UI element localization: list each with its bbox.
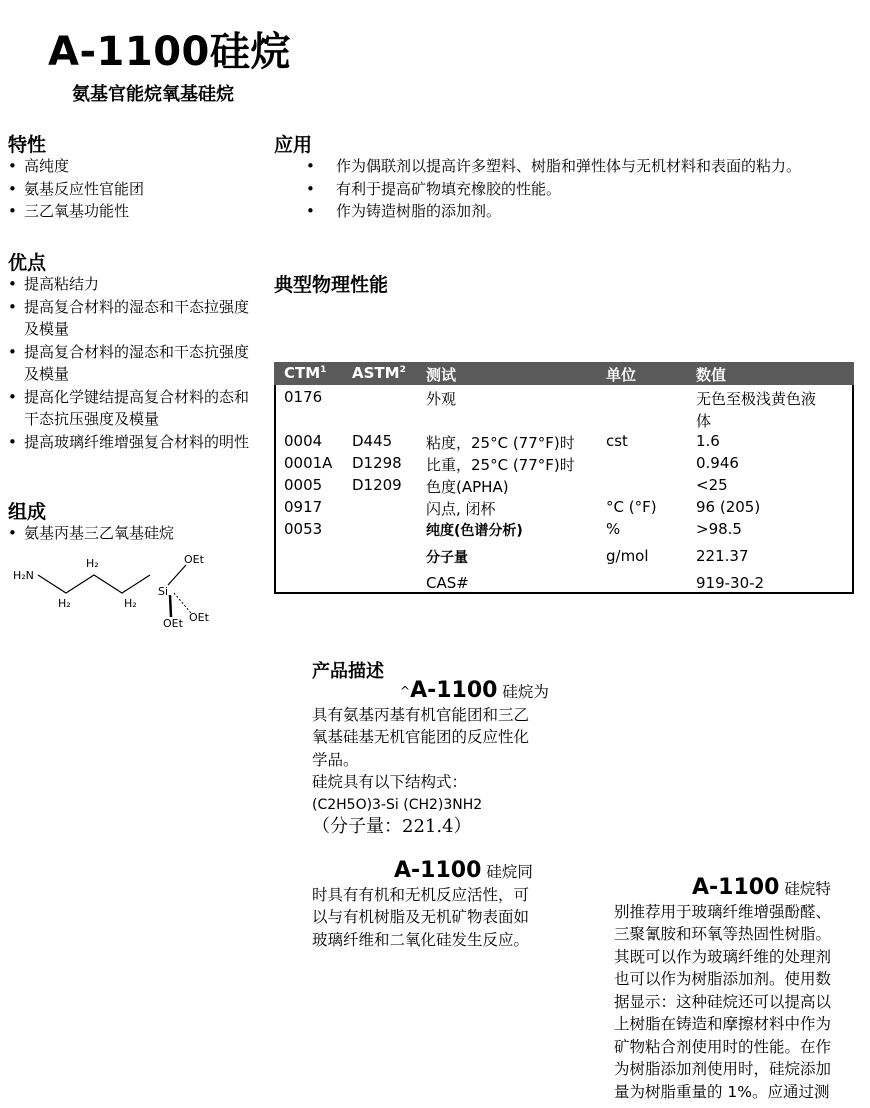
table-header <box>274 362 854 385</box>
description-paragraph-2: A-1100 硅烷同 时具有有机和无机反应活性，可 以与有机树脂及无机矿物表面如 玻璃纤维和二氧化硅发生反应。 <box>312 858 533 949</box>
list-item: • 提高化学键结提高复合材料的态和干态抗压强度及模量 <box>8 386 250 431</box>
properties-heading: 特性 <box>8 134 47 156</box>
structure-label: H₂N <box>13 569 34 582</box>
list-item: • 提高粘结力 <box>8 273 250 296</box>
structure-label: H₂ <box>124 597 137 610</box>
header-test: 测试 <box>426 366 457 384</box>
advantages-list <box>8 273 250 453</box>
description-paragraph-1: ^A-1100 硅烷为 具有氨基丙基有机官能团和三乙 氧基硅基无机官能团的反应性化 学品。 硅烷具有以下结构式： (C2H5O)3-Si (CH2)3NH2 （分子量：221.4） <box>312 678 549 837</box>
composition-heading: 组成 <box>8 501 47 523</box>
composition-list <box>8 522 258 545</box>
product-name: A-1100 <box>692 875 780 900</box>
properties-list <box>8 155 258 223</box>
product-name: A-1100 <box>394 858 482 883</box>
description-heading: 产品描述 <box>312 661 384 682</box>
list-item: • 提高玻璃纤维增强复合材料的明性 <box>8 431 250 454</box>
list-item: • 作为铸造树脂的添加剂。 <box>276 200 846 223</box>
list-item: • 作为偶联剂以提高许多塑料、树脂和弹性体与无机材料和表面的粘力。 <box>276 155 846 178</box>
advantages-heading: 优点 <box>8 252 47 274</box>
structure-diagram <box>8 545 223 635</box>
structure-label: OEt <box>189 611 209 624</box>
list-item: • 三乙氧基功能性 <box>8 200 258 223</box>
description-paragraph-3: A-1100 硅烷特 别推荐用于玻璃纤维增强酚醛、 三聚氰胺和环氧等热固性树脂。 其既可以作为玻璃纤维的处理剂 也可以作为树脂添加剂。使用数 据显示：这种硅烷还可以提高以 上树脂在铸造和摩擦材料中作为 矿物粘合剂使用时的性能。在作 为树脂添加剂使用时，硅烷添加 量为树脂重量的 1%。应通过测 <box>614 875 832 1101</box>
header-ctm: CTM$^1$ <box>284 364 327 382</box>
header-astm: ASTM$^2$ <box>352 364 406 382</box>
list-item: • 提高复合材料的湿态和干态拉强度及模量 <box>8 296 250 341</box>
structure-label: OEt <box>184 553 204 566</box>
list-item: • 高纯度 <box>8 155 258 178</box>
physical-heading: 典型物理性能 <box>274 274 389 296</box>
product-name: A-1100 <box>410 678 498 703</box>
page-title: A-1100硅烷 <box>48 29 291 75</box>
structure-label: Si <box>158 585 169 598</box>
header-value: 数值 <box>696 366 727 384</box>
applications-list <box>276 155 846 223</box>
page-subtitle: 氨基官能烷氧基硅烷 <box>72 84 234 105</box>
structure-label: H₂ <box>86 557 99 570</box>
applications-heading: 应用 <box>274 134 313 156</box>
structure-label: H₂ <box>58 597 71 610</box>
list-item: • 提高复合材料的湿态和干态抗强度及模量 <box>8 341 250 386</box>
list-item: • 氨基反应性官能团 <box>8 178 258 201</box>
list-item: • 有利于提高矿物填充橡胶的性能。 <box>276 178 846 201</box>
structure-label: OEt <box>163 617 183 630</box>
header-unit: 单位 <box>606 366 637 384</box>
list-item: • 氨基丙基三乙氧基硅烷 <box>8 522 258 545</box>
